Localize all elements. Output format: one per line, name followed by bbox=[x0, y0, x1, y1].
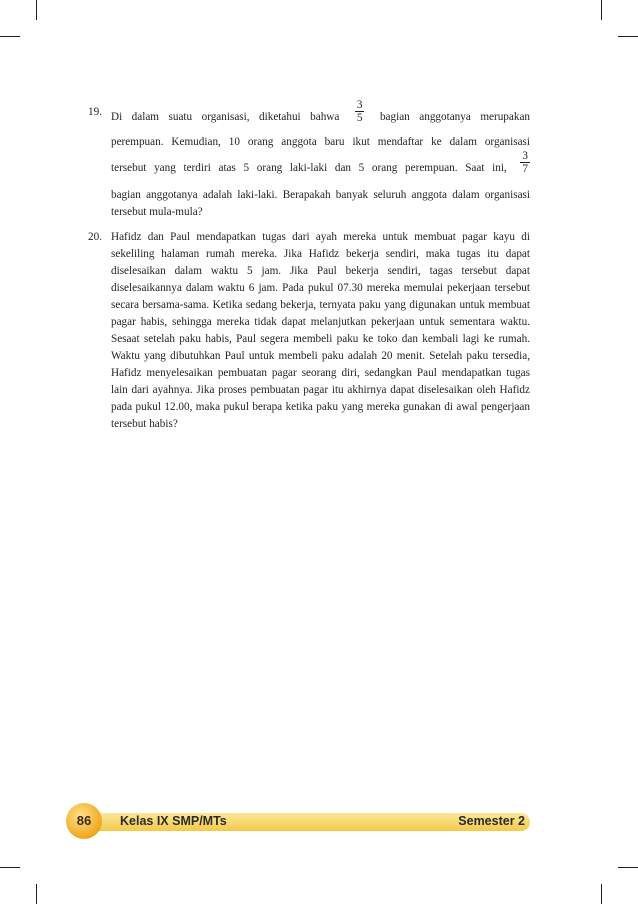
problem-body bbox=[111, 98, 531, 221]
crop-mark-br-v bbox=[601, 884, 602, 904]
fraction-numerator: 3 bbox=[356, 98, 363, 111]
problem-line bbox=[111, 149, 530, 181]
page-number: 86 bbox=[76, 813, 92, 828]
crop-mark-tr-v bbox=[601, 0, 602, 20]
problem-line bbox=[111, 98, 531, 130]
problem-text: bagian anggotanya adalah laki-laki. Berapakah banyak seluruh anggota dalam organisasi tersebut mula-mula? bbox=[111, 189, 530, 218]
problem-20 bbox=[88, 229, 530, 433]
problem-line: perempuan. Kemudian, 10 orang anggota baru ikut mendaftar ke dalam organisasi bbox=[111, 136, 530, 148]
problem-19 bbox=[88, 98, 531, 221]
fraction-numerator: 3 bbox=[522, 149, 528, 162]
semester-label: Semester 2 bbox=[458, 814, 525, 828]
book-title: Kelas IX SMP/MTs bbox=[120, 814, 227, 828]
problem-number: 19. bbox=[88, 106, 102, 118]
crop-mark-br-h bbox=[618, 867, 638, 868]
problem-number: 20. bbox=[88, 231, 102, 243]
fraction-three-fifths bbox=[355, 99, 365, 124]
fraction-denominator: 5 bbox=[356, 111, 363, 124]
problem-text: Hafidz dan Paul mendapatkan tugas dari ayah mereka untuk membuat pagar kayu di sekeliling halaman rumah mereka. Jika Hafidz bekerja sendiri, maka tugas itu dapat diselesaikan dalam waktu 5 jam. Jika Paul bekerja sendiri, tagas tersebut dapat diselesaikannya dalam waktu 6 jam. Pada pukul 07.30 mereka memulai pekerjaan tersebut secara bersama-sama. Ketika sedang bekerja, ternyata paku yang digunakan untuk membuat pagar habis, sehingga mereka tidak dapat melanjutkan pekerjaan untuk sementara waktu. Sesaat setelah paku habis, Paul segera membeli paku ke toko dan kembali lagi ke rumah. Waktu yang dibutuhkan Paul untuk membeli paku adalah 20 menit. Setelah paku tersedia, Hafidz menyelesaikan pembuatan pagar seorang diri, sedangkan Paul mendapatkan tugas lain dari ayahnya. Jika proses pembuatan pagar itu akhirnya dapat diselesaikan oleh Hafidz pada pukul 12.00, maka pukul berapa ketika paku yang mereka gunakan di awal pengerjaan tersebut habis? bbox=[111, 231, 530, 430]
fraction-three-sevenths bbox=[520, 150, 530, 175]
crop-mark-tl-v bbox=[36, 0, 37, 20]
fraction-denominator: 7 bbox=[522, 162, 528, 175]
problem-text: Di dalam suatu organisasi, diketahui bahwa bbox=[111, 111, 340, 123]
problem-text: tersebut yang terdiri atas 5 orang laki-laki dan 5 orang perempuan. Saat ini, bbox=[111, 162, 507, 174]
crop-mark-bl-v bbox=[36, 884, 37, 904]
crop-mark-tr-h bbox=[618, 36, 638, 37]
problem-text: bagian anggotanya merupakan bbox=[379, 111, 531, 123]
crop-mark-bl-h bbox=[0, 867, 20, 868]
crop-mark-tl-h bbox=[0, 36, 20, 37]
